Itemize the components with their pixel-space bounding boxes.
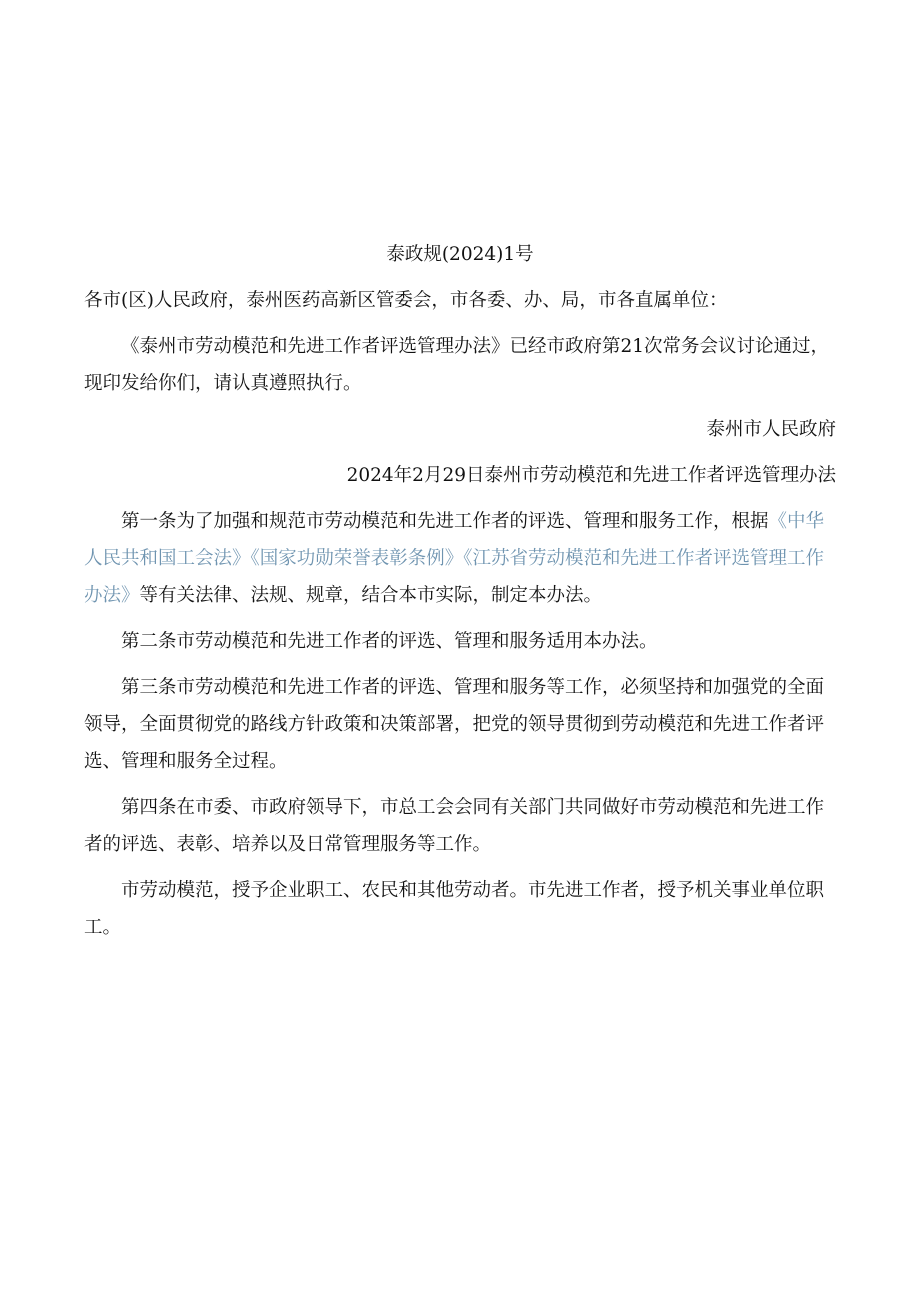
document-number: 泰政规(2024)1号 [386,244,534,265]
jiangsu-measures-link[interactable]: 《江苏省劳动模范和先进工作者评选管理工作办法》 [84,548,825,606]
article-1-text: 第一条为了加强和规范市劳动模范和先进工作者的评选、管理和服务工作，根据 [121,511,769,532]
date-and-regulation-title: 2024年2月29日泰州市劳动模范和先进工作者评选管理办法 [346,465,836,486]
article-3: 第三条市劳动模范和先进工作者的评选、管理和服务等工作，必须坚持和加强党的全面领导，全面贯彻党的路线方针政策和决策部署，把党的领导贯彻到劳动模范和先进工作者评选、管理和服务全过程。 [84,677,825,772]
document-body [84,236,836,955]
trade-union-law-link[interactable]: 《中华人民共和国工会法》 [84,511,825,569]
article-1-text-end: 等有关法律、法规、规章，结合本市实际，制定本办法。 [139,585,603,606]
article-1 [84,503,836,614]
honors-regulation-link[interactable]: 《国家功勋荣誉表彰条例》 [250,548,464,569]
notice-paragraph: 《泰州市劳动模范和先进工作者评选管理办法》已经市政府第21次常务会议讨论通过，现印发给你们，请认真遵照执行。 [84,336,830,394]
addressee: 各市(区)人民政府，泰州医药高新区管委会，市各委、办、局，市各直属单位： [84,290,728,311]
article-4-detail: 市劳动模范，授予企业职工、农民和其他劳动者。市先进工作者，授予机关事业单位职工。 [84,880,825,938]
article-4: 第四条在市委、市政府领导下，市总工会会同有关部门共同做好市劳动模范和先进工作者的评选、表彰、培养以及日常管理服务等工作。 [84,797,825,855]
issuer: 泰州市人民政府 [706,419,836,440]
article-2: 第二条市劳动模范和先进工作者的评选、管理和服务适用本办法。 [121,631,658,652]
